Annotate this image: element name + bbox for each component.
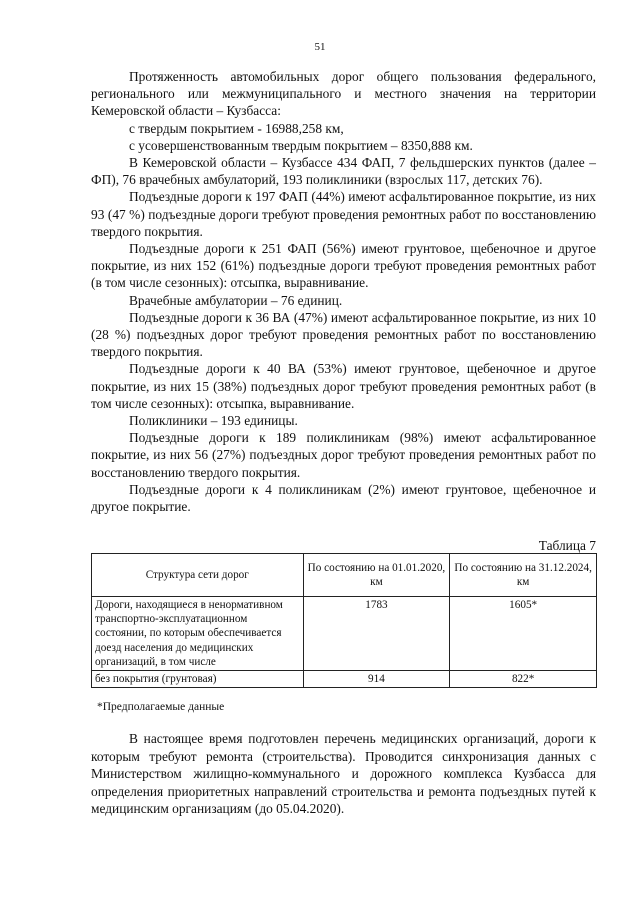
paragraph-va-gravel: Подъездные дороги к 40 ВА (53%) имеют грунтовое, щебеночное и другое покрытие, из них 15 (38%) подъездных дорог требуют проведения ремонтных работ (в том числе сезонных): отсыпка, выравнивание. [91,361,596,411]
header-structure: Структура сети дорог [92,554,304,597]
paragraph-hard-surface: с твердым покрытием - 16988,258 км, [129,120,344,136]
table-cell-label: без покрытия (грунтовая) [92,671,304,688]
paragraph-ambulatory-count: Врачебные амбулатории – 76 единиц. [129,292,343,308]
table-row [92,671,597,688]
table-cell-2020: 1783 [303,597,450,671]
table-footnote: *Предполагаемые данные [97,701,225,713]
body-text [91,68,596,515]
table-cell-2024: 822* [450,671,597,688]
table-cell-2020: 914 [303,671,450,688]
table-row [92,597,597,671]
paragraph-fap-gravel: Подъездные дороги к 251 ФАП (56%) имеют грунтовое, щебеночное и другое покрытие, из них 152 (61%) подъездные дороги требуют проведения ремонтных работ (в том числе сезонных): отсыпка, выравнивание. [91,241,596,291]
table-cell-2024: 1605* [450,597,597,671]
header-2020: По состоянию на 01.01.2020, км [303,554,450,597]
table-cell-label: Дороги, находящиеся в ненормативном транспортно-эксплуатационном состоянии, по которым обеспечивается доезд населения до медицинских организаций, в том числе [92,597,304,671]
paragraph-va-asphalt: Подъездные дороги к 36 ВА (47%) имеют асфальтированное покрытие, из них 10 (28 %) подъездных дорог требуют проведения ремонтных работ по восстановлению твердого покрытия. [91,309,596,360]
road-network-table [91,553,597,688]
table-caption: Таблица 7 [538,538,596,553]
header-2024: По состоянию на 31.12.2024, км [450,554,597,597]
paragraph-facilities-count: В Кемеровской области – Кузбассе 434 ФАП, 7 фельдшерских пунктов (далее – ФП), 76 врачебных амбулаторий, 193 поликлиники (взрослых 117, детских 76). [91,155,596,188]
paragraph-fap-asphalt: Подъездные дороги к 197 ФАП (44%) имеют асфальтированное покрытие, из них 93 (47 %) подъездные дороги требуют проведения ремонтных работ по восстановлению твердого покрытия. [91,189,596,239]
paragraph-polyclinic-count: Поликлиники – 193 единицы. [129,413,298,429]
paragraph-polyclinic-asphalt: Подъездные дороги к 189 поликлиникам (98%) имеют асфальтированное покрытие, из них 56 (27%) подъездных дорог требуют проведения ремонтных работ по восстановлению твердого покрытия. [91,430,596,480]
table-header-row [92,554,597,597]
paragraph-road-length: Протяженность автомобильных дорог общего пользования федерального, регионального или межмуниципального и местного значения на территории Кемеровской области – Кузбасса: [91,69,596,119]
closing-text [91,730,596,818]
paragraph-closing: В настоящее время подготовлен перечень медицинских организаций, дороги к которым требуют ремонта (строительства). Проводится синхронизация данных с Министерством жилищно-коммунального и дорожного комплекса Кузбасса для определения приоритетных направлений строительства и ремонта подъездных путей к медицинским организациям (до 05.04.2020). [91,731,596,817]
paragraph-improved-surface: с усовершенствованным твердым покрытием – 8350,888 км. [129,137,473,153]
page-number: 51 [314,41,326,53]
paragraph-polyclinic-gravel: Подъездные дороги к 4 поликлиникам (2%) имеют грунтовое, щебеночное и другое покрытие. [91,481,596,515]
